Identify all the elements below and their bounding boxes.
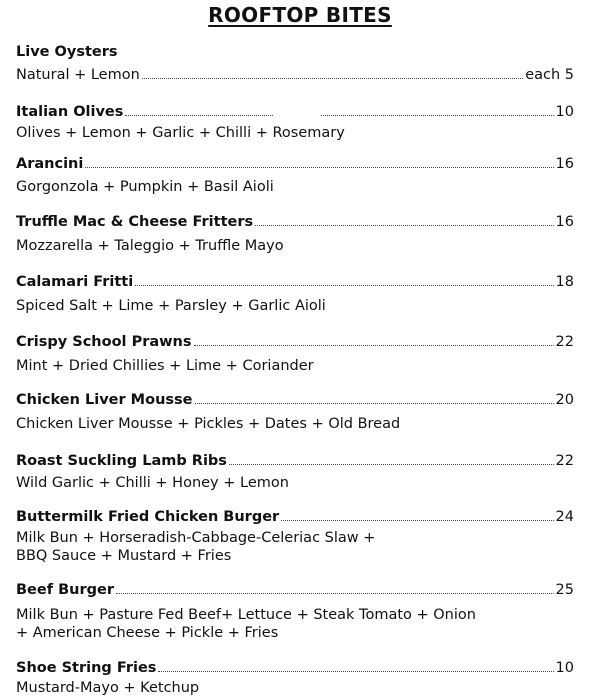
item-name: Beef Burger: [16, 582, 114, 598]
leader-dots: [142, 78, 523, 79]
item-description: Milk Bun + Pasture Fed Beef+ Lettuce + Steak Tomato + Onion: [16, 607, 476, 623]
menu-item-shoe-string-fries: [16, 656, 574, 676]
menu-item-roast-suckling-lamb-ribs: [16, 449, 574, 469]
item-price: 10: [555, 660, 574, 676]
menu-item-truffle-mac-cheese-fritters: [16, 210, 574, 230]
menu-item-buttermilk-fried-chicken-burger: [16, 505, 574, 525]
leader-dots: [281, 520, 553, 521]
menu-item-beef-burger: [16, 578, 574, 598]
item-name: Arancini: [16, 156, 84, 172]
leader-dots: [135, 285, 553, 286]
item-name: Shoe String Fries: [16, 660, 157, 676]
item-name: Buttermilk Fried Chicken Burger: [16, 509, 280, 525]
leader-dots: [195, 403, 554, 404]
item-description: Mustard-Mayo + Ketchup: [16, 680, 200, 696]
menu-item-live-oysters-desc: [16, 63, 574, 83]
leader-dots: [116, 593, 554, 594]
item-name: Roast Suckling Lamb Ribs: [16, 453, 227, 469]
item-description: BBQ Sauce + Mustard + Fries: [16, 548, 232, 564]
menu-item-crispy-school-prawns: [16, 330, 574, 350]
leader-dots: [229, 464, 554, 465]
item-description: Gorgonzola + Pumpkin + Basil Aioli: [16, 179, 274, 195]
leader-dots: [321, 115, 553, 116]
leader-dots: [194, 345, 554, 346]
item-description: Olives + Lemon + Garlic + Chilli + Rosemary: [16, 125, 345, 141]
item-price: 16: [555, 214, 574, 230]
item-price: 22: [555, 334, 574, 350]
item-description: Wild Garlic + Chilli + Honey + Lemon: [16, 475, 289, 491]
item-description: Mozzarella + Taleggio + Truffle Mayo: [16, 238, 284, 254]
item-name: Italian Olives: [16, 104, 124, 120]
leader-dots: [85, 167, 553, 168]
item-description: Spiced Salt + Lime + Parsley + Garlic Aioli: [16, 298, 326, 314]
item-price: each 5: [525, 67, 574, 83]
item-price: 22: [555, 453, 574, 469]
item-name: Chicken Liver Mousse: [16, 392, 193, 408]
leader-dots: [125, 115, 273, 116]
item-name: Calamari Fritti: [16, 274, 134, 290]
item-price: 20: [555, 392, 574, 408]
menu-item-calamari-fritti: [16, 270, 574, 290]
item-description: + American Cheese + Pickle + Fries: [16, 625, 279, 641]
item-price: 24: [555, 509, 574, 525]
item-price: 16: [555, 156, 574, 172]
item-description: Milk Bun + Horseradish-Cabbage-Celeriac Slaw +: [16, 530, 376, 546]
menu-item-italian-olives: [16, 100, 574, 120]
leader-dots: [255, 225, 553, 226]
item-description: Mint + Dried Chillies + Lime + Coriander: [16, 358, 314, 374]
menu-item-arancini: [16, 152, 574, 172]
item-price: 10: [555, 104, 574, 120]
menu-item-live-oysters: [16, 40, 574, 60]
item-description: Chicken Liver Mousse + Pickles + Dates + Old Bread: [16, 416, 401, 432]
item-price: 25: [555, 582, 574, 598]
item-price: 18: [555, 274, 574, 290]
item-name: Live Oysters: [16, 44, 118, 60]
item-description: Natural + Lemon: [16, 67, 140, 83]
menu-title: ROOFTOP BITES: [208, 3, 392, 27]
menu-item-chicken-liver-mousse: [16, 388, 574, 408]
leader-dots: [158, 671, 553, 672]
item-name: Truffle Mac & Cheese Fritters: [16, 214, 254, 230]
item-name: Crispy School Prawns: [16, 334, 192, 350]
